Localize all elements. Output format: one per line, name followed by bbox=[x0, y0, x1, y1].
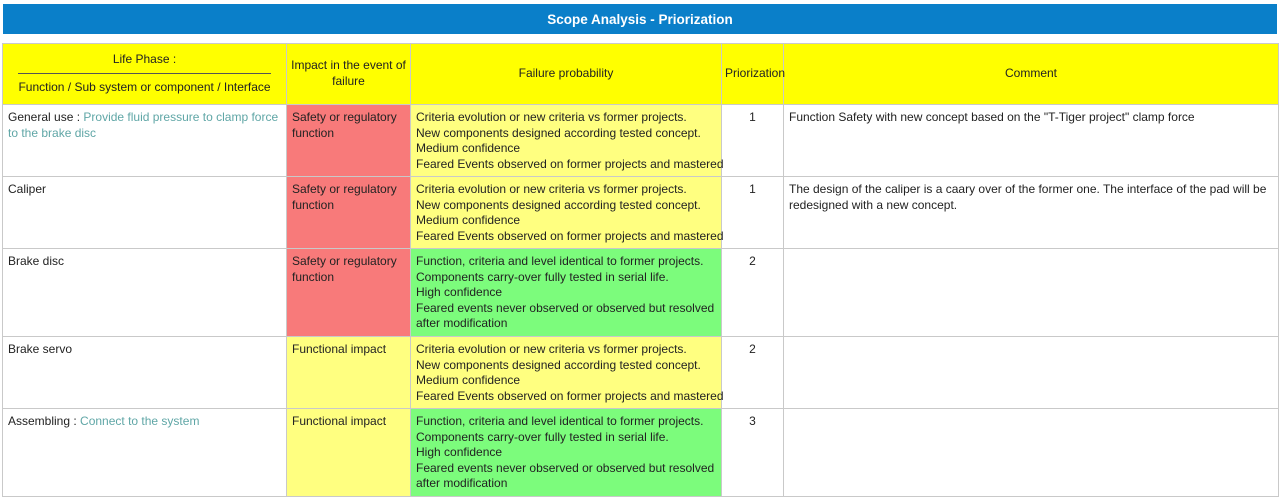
impact-cell: Functional impact bbox=[287, 409, 411, 497]
probability-cell bbox=[411, 177, 722, 249]
probability-line: Function, criteria and level identical to former projects. bbox=[416, 414, 704, 428]
impact-header: Impact in the event of failure bbox=[287, 44, 411, 105]
probability-line: New components designed according tested concept. bbox=[416, 357, 701, 372]
function-link[interactable]: Provide fluid pressure to clamp force to the brake disc bbox=[8, 110, 279, 140]
priorization-table bbox=[2, 43, 1279, 497]
comment-cell[interactable] bbox=[784, 249, 1279, 337]
life-phase-cell bbox=[3, 249, 287, 337]
probability-line: Criteria evolution or new criteria vs former projects. bbox=[416, 342, 687, 356]
item-name: Caliper bbox=[8, 182, 47, 196]
life-phase-cell bbox=[3, 337, 287, 409]
comment-cell[interactable] bbox=[784, 337, 1279, 409]
probability-line: Medium confidence bbox=[416, 141, 521, 156]
probability-line: Feared Events observed on former projects and mastered bbox=[416, 156, 724, 171]
probability-line: New components designed according tested concept. bbox=[416, 125, 701, 140]
impact-cell: Safety or regulatory function bbox=[287, 105, 411, 177]
life-phase-cell bbox=[3, 409, 287, 497]
probability-line: Feared Events observed on former projects and mastered bbox=[416, 228, 724, 243]
comment-cell[interactable]: Function Safety with new concept based on the "T-Tiger project" clamp force bbox=[784, 105, 1279, 177]
table-row[interactable] bbox=[3, 409, 1279, 497]
life-phase-header bbox=[3, 44, 287, 105]
probability-line: Feared Events observed on former projects and mastered bbox=[416, 388, 724, 403]
life-phase-header-subtitle: Function / Sub system or component / Interface bbox=[18, 80, 271, 94]
probability-line: New components designed according tested concept. bbox=[416, 197, 701, 212]
probability-cell bbox=[411, 105, 722, 177]
probability-line: Feared events never observed or observed but resolved after modification bbox=[416, 460, 715, 491]
item-name: Assembling bbox=[8, 414, 71, 428]
table-header-row bbox=[3, 44, 1279, 105]
item-separator: : bbox=[70, 414, 81, 428]
table-row[interactable] bbox=[3, 337, 1279, 409]
life-phase-header-title: Life Phase : bbox=[18, 52, 271, 74]
function-link[interactable]: Connect to the system bbox=[80, 414, 200, 428]
impact-cell: Safety or regulatory function bbox=[287, 249, 411, 337]
item-separator: : bbox=[73, 110, 84, 124]
probability-cell bbox=[411, 409, 722, 497]
probability-line: Medium confidence bbox=[416, 373, 521, 388]
probability-line: Feared events never observed or observed but resolved after modification bbox=[416, 300, 715, 331]
comment-header: Comment bbox=[784, 44, 1279, 105]
priorization-header: Priorization bbox=[722, 44, 784, 105]
life-phase-cell bbox=[3, 105, 287, 177]
priority-cell: 1 bbox=[722, 105, 784, 177]
priority-cell: 3 bbox=[722, 409, 784, 497]
item-name: Brake servo bbox=[8, 342, 73, 356]
item-name: Brake disc bbox=[8, 254, 65, 268]
probability-line: Components carry-over fully tested in serial life. bbox=[416, 429, 669, 444]
priority-cell: 1 bbox=[722, 177, 784, 249]
table-row[interactable] bbox=[3, 177, 1279, 249]
priority-cell: 2 bbox=[722, 249, 784, 337]
probability-line: Criteria evolution or new criteria vs former projects. bbox=[416, 110, 687, 124]
table-row[interactable] bbox=[3, 249, 1279, 337]
comment-cell[interactable] bbox=[784, 409, 1279, 497]
item-name: General use bbox=[8, 110, 74, 124]
probability-line: High confidence bbox=[416, 445, 503, 460]
probability-line: Criteria evolution or new criteria vs former projects. bbox=[416, 182, 687, 196]
impact-cell: Safety or regulatory function bbox=[287, 177, 411, 249]
probability-cell bbox=[411, 249, 722, 337]
probability-line: High confidence bbox=[416, 285, 503, 300]
probability-line: Medium confidence bbox=[416, 213, 521, 228]
impact-cell: Functional impact bbox=[287, 337, 411, 409]
comment-cell[interactable]: The design of the caliper is a caary over of the former one. The interface of the pad will be redesigned with a new concept. bbox=[784, 177, 1279, 249]
probability-header: Failure probability bbox=[411, 44, 722, 105]
page-title: Scope Analysis - Priorization bbox=[3, 4, 1277, 34]
probability-line: Function, criteria and level identical to former projects. bbox=[416, 254, 704, 268]
probability-line: Components carry-over fully tested in serial life. bbox=[416, 269, 669, 284]
life-phase-cell bbox=[3, 177, 287, 249]
table-row[interactable] bbox=[3, 105, 1279, 177]
probability-cell bbox=[411, 337, 722, 409]
priority-cell: 2 bbox=[722, 337, 784, 409]
